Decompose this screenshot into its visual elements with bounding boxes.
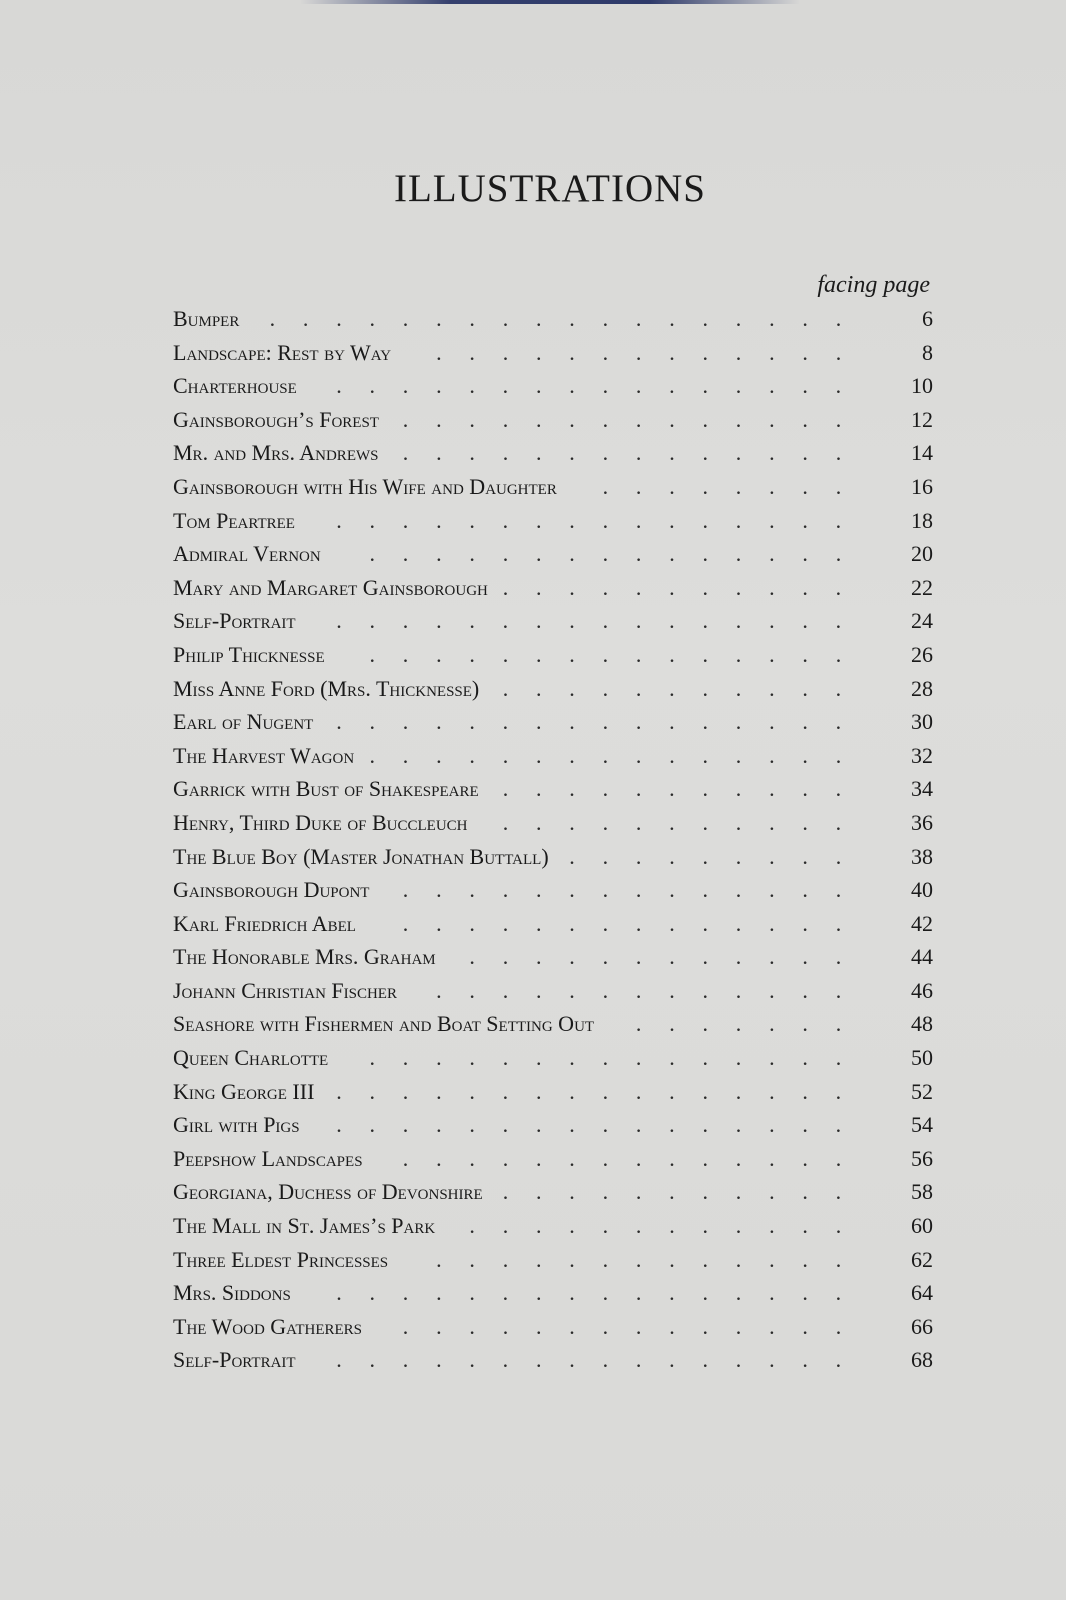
page-number: 40 — [911, 877, 933, 903]
list-item — [173, 1175, 933, 1209]
illustration-title: The Harvest Wagon — [173, 742, 355, 768]
illustration-title: The Honorable Mrs. Graham — [173, 944, 436, 970]
page-number: 30 — [911, 709, 933, 735]
dot-leader: ........... — [502, 574, 869, 600]
dot-leader: .............. — [402, 910, 869, 936]
list-item — [173, 1343, 933, 1377]
illustration-title: Charterhouse — [173, 373, 297, 399]
dot-leader: ............. — [436, 1246, 869, 1272]
page-number: 54 — [911, 1112, 933, 1138]
page-number: 18 — [911, 507, 933, 533]
page-number: 36 — [911, 809, 933, 835]
illustration-title: The Mall in St. James’s Park — [173, 1213, 436, 1239]
list-item — [173, 772, 933, 806]
illustration-title: Johann Christian Fischer — [173, 977, 397, 1003]
list-item — [173, 638, 933, 672]
dot-leader: ........... — [502, 776, 869, 802]
list-item — [173, 1310, 933, 1344]
dot-leader: ............ — [469, 1213, 869, 1239]
illustration-title: Three Eldest Princesses — [173, 1246, 389, 1272]
page-number: 56 — [911, 1145, 933, 1171]
page-number: 68 — [911, 1347, 933, 1373]
illustration-title: Georgiana, Duchess of Devonshire — [173, 1179, 483, 1205]
list-item — [173, 1007, 933, 1041]
list-item — [173, 1276, 933, 1310]
page-number: 32 — [911, 742, 933, 768]
list-item — [173, 739, 933, 773]
page-number: 6 — [922, 306, 933, 331]
illustration-title: Queen Charlotte — [173, 1045, 329, 1071]
illustration-title: Mr. and Mrs. Andrews — [173, 440, 379, 466]
dot-leader: ............... — [369, 641, 869, 667]
page-number: 66 — [911, 1313, 933, 1339]
page-number: 52 — [911, 1078, 933, 1104]
dot-leader: ............. — [436, 339, 869, 365]
illustration-title: Tom Peartree — [173, 507, 295, 533]
page-number: 38 — [911, 843, 933, 869]
illustration-title: Landscape: Rest by Way — [173, 339, 392, 365]
dot-leader: ............. — [436, 977, 869, 1003]
list-item — [173, 907, 933, 941]
list-item — [173, 1041, 933, 1075]
page-number: 24 — [911, 608, 933, 634]
list-item — [173, 403, 933, 437]
dot-leader: ................ — [336, 1112, 869, 1138]
list-item — [173, 1209, 933, 1243]
list-item — [173, 604, 933, 638]
page-number: 8 — [922, 339, 933, 365]
dot-leader: ....... — [635, 1011, 869, 1037]
page-number: 14 — [911, 440, 933, 466]
dot-leader: ............... — [369, 1045, 869, 1071]
illustration-title: Bumper — [173, 306, 240, 331]
list-item — [173, 470, 933, 504]
page-number: 58 — [911, 1179, 933, 1205]
illustration-title: The Blue Boy (Master Jonathan Buttall) — [173, 843, 549, 869]
dot-leader: ................ — [336, 709, 869, 735]
dot-leader: .............. — [402, 1145, 869, 1171]
page-number: 22 — [911, 574, 933, 600]
dot-leader: ........... — [502, 809, 869, 835]
list-item — [173, 705, 933, 739]
illustration-title: Self-Portrait — [173, 608, 296, 634]
illustration-title: Self-Portrait — [173, 1347, 296, 1373]
dot-leader: ................ — [336, 507, 869, 533]
book-cover-edge — [300, 0, 800, 4]
page-number: 12 — [911, 406, 933, 432]
list-item — [173, 537, 933, 571]
list-item — [173, 436, 933, 470]
illustration-title: Gainsborough Dupont — [173, 877, 370, 903]
page-number: 10 — [911, 373, 933, 399]
illustration-title: Henry, Third Duke of Buccleuch — [173, 809, 468, 835]
list-item — [173, 336, 933, 370]
page-title: ILLUSTRATIONS — [394, 167, 706, 210]
dot-leader: ........... — [502, 675, 869, 701]
dot-leader: ........ — [602, 473, 869, 499]
list-item — [173, 1108, 933, 1142]
illustration-title: The Wood Gatherers — [173, 1313, 363, 1339]
illustration-title: Gainsborough with His Wife and Daughter — [173, 473, 557, 499]
page-number: 44 — [911, 944, 933, 970]
illustration-title: Seashore with Fishermen and Boat Setting Out — [173, 1011, 595, 1037]
list-item — [173, 1142, 933, 1176]
illustration-title: Mary and Margaret Gainsborough — [173, 574, 488, 600]
dot-leader: .............. — [402, 877, 869, 903]
list-item — [173, 1075, 933, 1109]
list-item — [173, 840, 933, 874]
list-item — [173, 806, 933, 840]
list-item — [173, 974, 933, 1008]
dot-leader: ........... — [502, 1179, 869, 1205]
illustration-title: Girl with Pigs — [173, 1112, 300, 1138]
list-item — [173, 672, 933, 706]
page-number: 28 — [911, 675, 933, 701]
list-item — [173, 940, 933, 974]
illustration-title: King George III — [173, 1078, 315, 1104]
page-number: 20 — [911, 541, 933, 567]
dot-leader: ............ — [469, 944, 869, 970]
list-item — [173, 1243, 933, 1277]
illustration-title: Miss Anne Ford (Mrs. Thicknesse) — [173, 675, 480, 701]
page-number: 34 — [911, 776, 933, 802]
page-number: 60 — [911, 1213, 933, 1239]
dot-leader: ............... — [369, 742, 869, 768]
dot-leader: ............... — [369, 541, 869, 567]
dot-leader: .............. — [402, 1313, 869, 1339]
illustration-title: Gainsborough’s Forest — [173, 406, 379, 432]
page-number: 42 — [911, 910, 933, 936]
illustration-title: Peepshow Landscapes — [173, 1145, 363, 1171]
dot-leader: .............. — [402, 406, 869, 432]
list-item — [173, 369, 933, 403]
page-number: 62 — [911, 1246, 933, 1272]
illustration-title: Earl of Nugent — [173, 709, 314, 735]
list-item — [173, 504, 933, 538]
dot-leader: ......... — [569, 843, 869, 869]
dot-leader: ................ — [336, 1347, 869, 1373]
illustrations-list — [173, 302, 933, 1377]
page-number: 64 — [911, 1280, 933, 1306]
page-number: 48 — [911, 1011, 933, 1037]
dot-leader: .............. — [402, 440, 869, 466]
illustration-title: Philip Thicknesse — [173, 641, 325, 667]
page-number: 16 — [911, 473, 933, 499]
illustration-title: Mrs. Siddons — [173, 1280, 291, 1306]
dot-leader: .................. — [269, 306, 869, 331]
illustration-title: Admiral Vernon — [173, 541, 321, 567]
page-number: 26 — [911, 641, 933, 667]
list-item — [173, 873, 933, 907]
dot-leader: ................ — [336, 373, 869, 399]
dot-leader: ................ — [336, 608, 869, 634]
list-item — [173, 302, 933, 336]
dot-leader: ................ — [336, 1078, 869, 1104]
facing-page-label: facing page — [817, 272, 930, 298]
page-number: 46 — [911, 977, 933, 1003]
illustration-title: Karl Friedrich Abel — [173, 910, 356, 936]
illustration-title: Garrick with Bust of Shakespeare — [173, 776, 479, 802]
list-item — [173, 571, 933, 605]
dot-leader: ................ — [336, 1280, 869, 1306]
page-number: 50 — [911, 1045, 933, 1071]
